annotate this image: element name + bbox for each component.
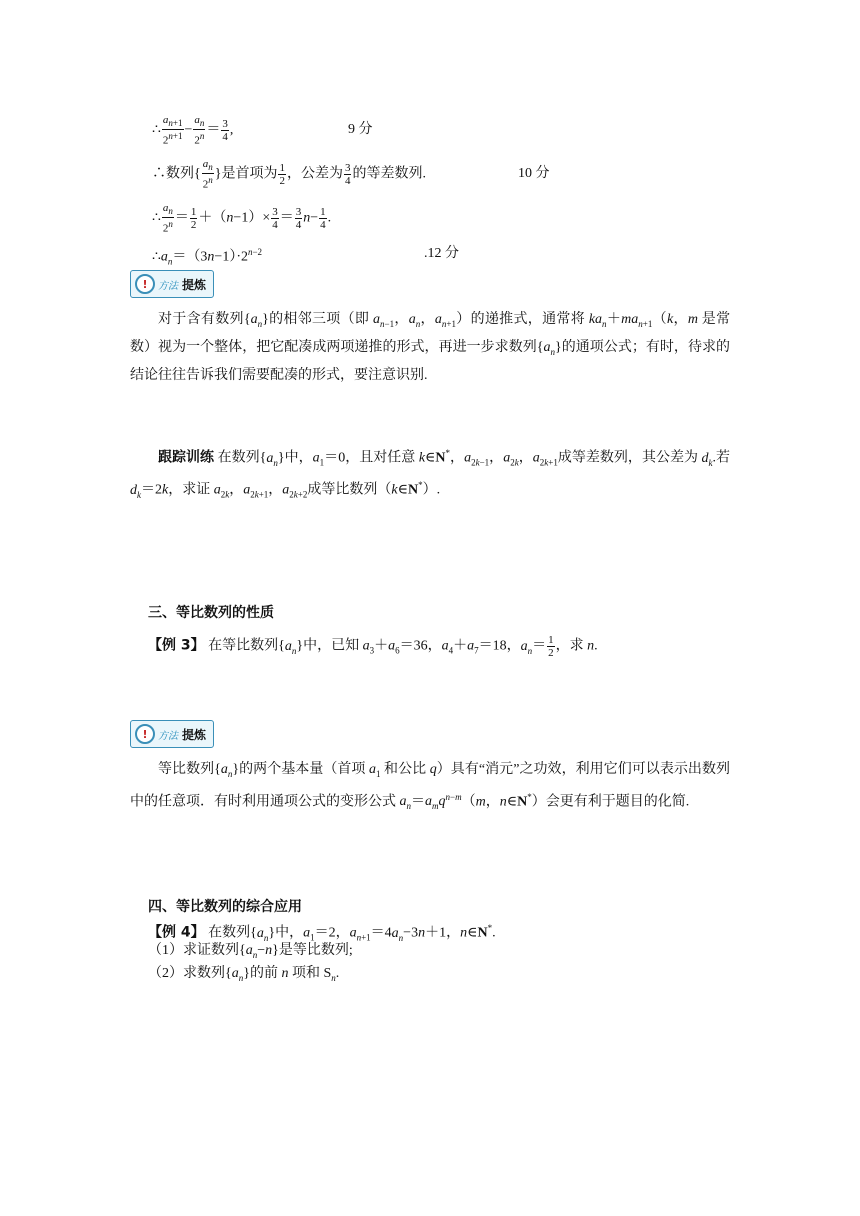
- derivation-line-2: [152, 158, 426, 191]
- method-summary-badge: [130, 270, 214, 298]
- exclamation-icon: !: [135, 274, 155, 294]
- score-10: 10 分: [518, 166, 550, 181]
- score-9: 9 分: [348, 122, 373, 137]
- fraction-an-over-2n: $\frac{a_n}{2^n}$: [202, 158, 213, 191]
- line2-text-a: }是首项为: [214, 166, 278, 182]
- badge-label: 提炼: [182, 277, 207, 292]
- tracking-exercise: 跟踪训练 在数列$\{a_n\}$中，$a_1=0$，且对任意 k∈N*，$a_{2k-1}$，$a_{2k}$，$a_{2k+1}$成等差数列，其公差为 $d_k$.若 $d_k=2k$，求证 $a_{2k}$，$a_{2k+1}$，$a_{2k+2}$成等比数列（k∈N*）.: [130, 448, 731, 500]
- section-3-title: 三、等比数列的性质: [148, 605, 274, 621]
- derivation-line-1: ∴ $\frac{a_{n+1}}{2^{n+1}}$ − $\frac{a_n}{2^n}$ ＝ $\frac{3}{4}$ ,: [152, 114, 234, 147]
- example-4-label: 【例 4】: [148, 924, 205, 941]
- method-summary-paragraph-1: 对于含有数列$\{a_n\}$的相邻三项（即 $a_{n-1}$，$a_n$，$a_{n+1}$）的递推式，通常将 $ka_n+ma_{n+1}(k$，m 是常数）视为一个整体，把它配凑成两项递推的形式，再进一步求数列$\{a_n\}$的通项公式；有时，待求的结论往往告诉我们需要配凑的形式，要注意识别.: [130, 312, 731, 383]
- fraction-an-over-2n: $\frac{a_n}{2^n}$: [162, 202, 173, 235]
- example-3: 【例 3】 在等比数列$\{a_n\}$中，已知 $a_3+a_6=36$，$a_4+a_7=18$，$a_n=$ $\frac{1}{2}$ ，求 n.: [148, 634, 598, 659]
- line2-prefix: ∴数列{: [152, 166, 201, 182]
- badge-fang-text: 方法: [158, 280, 178, 292]
- example-4-part-1: （1）求证数列$\{a_n-n\}$是等比数列;: [148, 943, 353, 960]
- fraction-an1-over-2n1: $\frac{a_{n+1}}{2^{n+1}}$: [162, 114, 183, 147]
- derivation-line-4: $\therefore a_n=(3n-1)\cdot 2^{n-2}$: [152, 247, 263, 267]
- fraction-one-half: $\frac{1}{2}$: [279, 161, 285, 187]
- line2-text-c: 的等差数列.: [352, 166, 426, 182]
- fraction-three-fourths: $\frac{3}{4}$: [222, 117, 228, 143]
- tracking-title: 跟踪训练: [158, 449, 215, 466]
- fraction-an-over-2n: $\frac{a_n}{2^n}$: [194, 114, 205, 147]
- exclamation-icon: !: [135, 724, 155, 744]
- badge-fang-text: 方法: [158, 730, 178, 742]
- fraction-three-fourths: $\frac{3}{4}$: [272, 205, 278, 231]
- fraction-three-fourths: $\frac{3}{4}$: [295, 205, 302, 231]
- example-4-part-2: （2）求数列$\{a_n\}$的前 n 项和 $S_n$.: [148, 966, 340, 983]
- method-summary-paragraph-2: 等比数列$\{a_n\}$的两个基本量（首项 $a_1$ 和公比 q）具有“消元”之功效，利用它们可以表示出数列中的任意项．有时利用通项公式的变形公式 $a_n=a_mq^{n-m}(m$，n∈N*）会更有利于题目的化简.: [130, 762, 730, 812]
- fraction-one-half: $\frac{1}{2}$: [548, 634, 554, 659]
- derivation-line-3: ∴ $\frac{a_n}{2^n}$ ＝ $\frac{1}{2}$ ＋（n−1）× $\frac{3}{4}$ ＝ $\frac{3}{4}$ n− $\frac{1}{4}$ .: [152, 202, 332, 235]
- therefore-symbol: ∴: [152, 122, 161, 138]
- fraction-three-fourths: $\frac{3}{4}$: [344, 161, 351, 187]
- badge-label: 提炼: [182, 727, 207, 742]
- example-3-label: 【例 3】: [148, 637, 205, 654]
- example-4: 【例 4】 在数列$\{a_n\}$中，$a_1=2$，$a_{n+1}=4a_n-3n+1$，n∈N*.: [148, 923, 496, 943]
- fraction-one-half: $\frac{1}{2}$: [190, 205, 197, 231]
- score-12: .12 分: [424, 246, 459, 261]
- method-summary-badge: [130, 720, 214, 748]
- fraction-one-fourth: $\frac{1}{4}$: [320, 205, 326, 231]
- line2-text-b: ，公差为: [286, 166, 343, 182]
- section-4-title: 四、等比数列的综合应用: [148, 899, 302, 915]
